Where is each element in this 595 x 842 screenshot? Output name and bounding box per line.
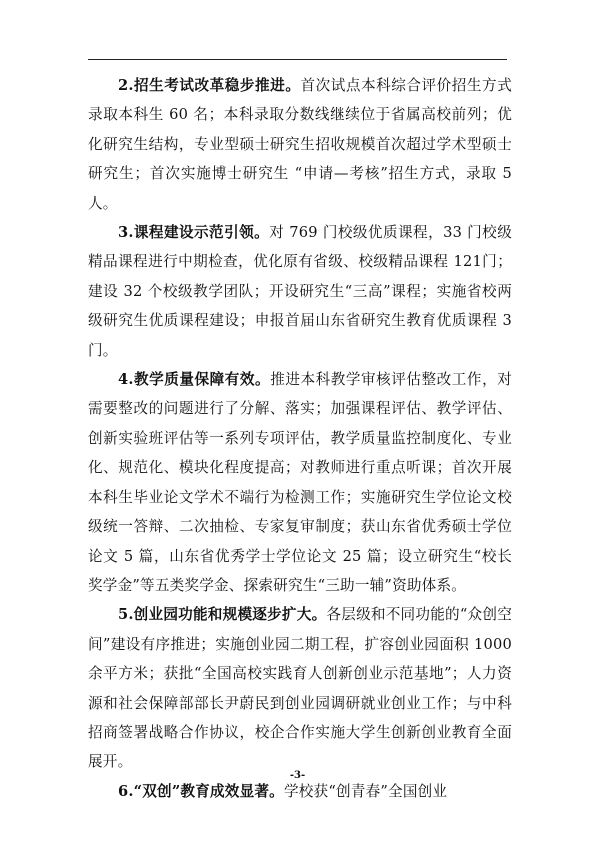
heading-startup-park: 5.创业园功能和规模逐步扩大。 bbox=[118, 606, 327, 624]
paragraph-innovation-education bbox=[88, 777, 512, 806]
body-admissions-reform: 首次试点本科综合评价招生方式录取本科生 60 名；本科录取分数线继续位于省属高校前列；优化研究生结构，专业型硕士研究生招收规模首次超过学术型硕士研究生；首次实施博士研究生 “申请—考核”招生方式，录取 5 人。 bbox=[88, 77, 512, 212]
header-rule bbox=[88, 59, 507, 60]
heading-admissions-reform: 2.招生考试改革稳步推进。 bbox=[118, 77, 301, 94]
body-startup-park: 各层级和不同功能的“众创空间”建设有序推进；实施创业园二期工程，扩容创业园面积 1000 余平方米；获批“全国高校实践育人创新创业示范基地”；人力资源和社会保障部部长尹蔚民到创业园调研就业创业工作；与中科招商签署战略合作协议，校企合作实施大学生创新创业教育全面展开。 bbox=[88, 606, 512, 771]
paragraph-course-construction bbox=[88, 218, 512, 365]
body-course-construction: 对 769 门校级优质课程，33 门校级精品课程进行中期检查，优化原有省级、校级精品课程 121门；建设 32 个校级教学团队；开设研究生“三高”课程；实施省校两级研究生优质课程建设；申报首届山东省研究生教育优质课程 3 门。 bbox=[88, 224, 513, 359]
paragraph-admissions-reform bbox=[88, 71, 512, 218]
heading-quality-assurance: 4.教学质量保障有效。 bbox=[118, 371, 271, 389]
heading-innovation-education: 6.“双创”教育成效显著。 bbox=[118, 782, 284, 800]
heading-course-construction: 3.课程建设示范引领。 bbox=[118, 224, 270, 242]
body-quality-assurance: 推进本科教学审核评估整改工作，对需要整改的问题进行了分解、落实；加强课程评估、教学评估、创新实验班评估等一系列专项评估，教学质量监控制度化、专业化、规范化、模块化程度提高；对教师进行重点听课；首次开展本科生毕业论文学术不端行为检测工作；实施研究生学位论文校级统一答辩、二次抽检、专家复审制度；获山东省优秀硕士学位论文 5 篇，山东省优秀学士学位论文 25 篇；设立研究生“校长奖学金”等五类奖学金、探索研究生“三助一辅”资助体系。 bbox=[88, 371, 512, 594]
paragraph-startup-park bbox=[88, 600, 512, 776]
page-number: -3- bbox=[289, 770, 306, 781]
paragraph-quality-assurance bbox=[88, 365, 512, 600]
body-innovation-education: 学校获“创青春”全国创业 bbox=[283, 782, 448, 800]
document-body bbox=[88, 71, 512, 806]
